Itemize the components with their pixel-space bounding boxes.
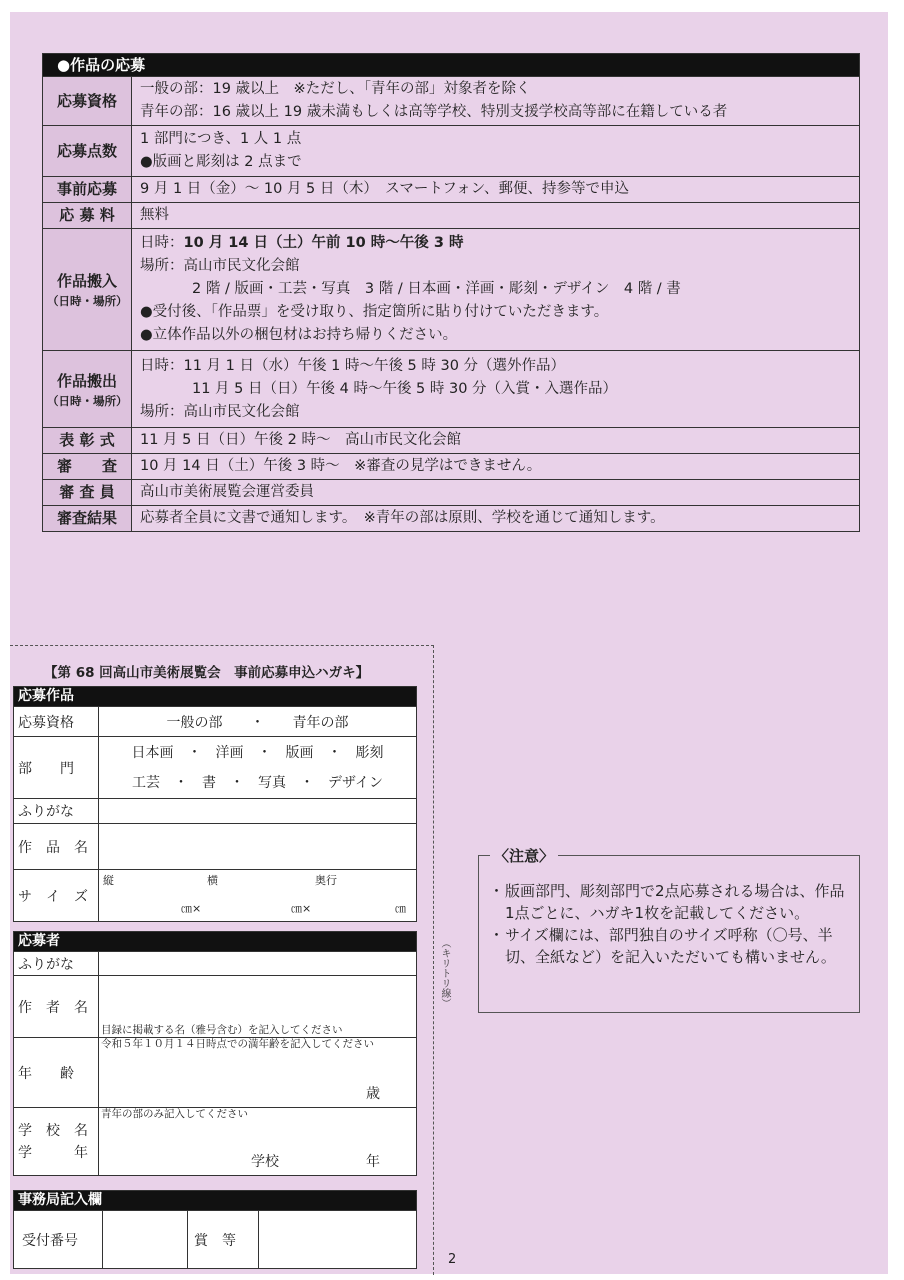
prize-field[interactable] (259, 1211, 417, 1269)
carry-in-label: 作品搬入 (56, 272, 117, 290)
grade-unit: 年 (366, 1154, 380, 1170)
carry-in-floors: 2 階 / 版画・工芸・写真 3 階 / 日本画・洋画・彫刻・デザイン 4 階 / 書 (192, 281, 681, 297)
work-title-field[interactable] (99, 824, 417, 870)
value-result: 応募者全員に文書で通知します。 ※青年の部は原則、学校を通じて通知します。 (132, 506, 860, 532)
size-field[interactable] (99, 870, 417, 922)
label-pre: 事前応募 (43, 177, 132, 203)
work-title-label: 作 品 名 (14, 824, 99, 870)
school-field[interactable] (99, 1108, 417, 1176)
qual-label: 応募資格 (14, 707, 99, 737)
school-name-label: 学 校 名 (18, 1122, 88, 1139)
carry-in-note-2: ●立体作品以外の梱包材はお持ち帰りください。 (140, 327, 458, 343)
applicant-furigana-field[interactable] (99, 952, 417, 976)
carry-in-date-prefix: 日時： (140, 235, 184, 251)
reception-label: 受付番号 (14, 1211, 103, 1269)
carry-out-label: 作品搬出 (56, 371, 117, 390)
value-fee: 無料 (132, 203, 860, 229)
value-judging: 10 月 14 日（土）午後 3 時〜 ※審査の見学はできません。 (132, 454, 860, 480)
label-judges: 審 査 員 (43, 480, 132, 506)
label-eligibility: 応募資格 (43, 77, 132, 126)
school-hint: 青年の部のみ記入してください (101, 1108, 248, 1120)
author-field[interactable] (99, 976, 417, 1038)
carry-out-line-2: 11 月 5 日（日）午後 4 時〜午後 5 時 30 分（入賞・入選作品） (192, 380, 618, 397)
work-furigana-label: ふりがな (14, 799, 99, 824)
eligibility-line-1: 一般の部：19 歳以上 ※ただし、「青年の部」対象者を除く (140, 81, 531, 97)
author-hint: 目録に掲載する名（雅号含む）を記入してください (101, 1024, 343, 1036)
postcard-office-form (13, 1190, 417, 1269)
size-depth-label: 奥行 (315, 874, 337, 887)
value-eligibility (132, 77, 860, 126)
value-pre: 9 月 1 日（金）〜 10 月 5 日（木） スマートフォン、郵便、持参等で申込 (132, 177, 860, 203)
carry-in-sub: （日時・場所） (47, 294, 128, 308)
applicant-section-header: 応募者 (14, 932, 417, 952)
cut-line-label: （キリトリ線） (439, 938, 450, 1008)
value-ceremony: 11 月 5 日（日）午後 2 時〜 高山市民文化会館 (132, 428, 860, 454)
size-cm-3: ㎝ (395, 902, 406, 915)
cut-line-horizontal (10, 645, 434, 646)
dept-options[interactable] (99, 737, 417, 799)
postcard-applicant-form (13, 931, 417, 1176)
age-unit: 歳 (366, 1086, 380, 1102)
size-width-label: 横 (207, 874, 218, 887)
office-section-header: 事務局記入欄 (14, 1191, 417, 1211)
label-ceremony: 表 彰 式 (43, 428, 132, 454)
size-label: サ イ ズ (14, 870, 99, 922)
note-title: 〈注意〉 (490, 845, 558, 866)
qual-options[interactable]: 一般の部 ・ 青年の部 (99, 707, 417, 737)
count-line-1: 1 部門につき、1 人 1 点 (140, 131, 302, 147)
eligibility-line-2: 青年の部：16 歳以上 19 歳未満もしくは高等学校、特別支援学校高等部に在籍している者 (140, 104, 728, 120)
label-result: 審査結果 (43, 506, 132, 532)
dept-options-line-2: 工芸 ・ 書 ・ 写真 ・ デザイン (131, 774, 384, 791)
author-label: 作 者 名 (14, 976, 99, 1038)
carry-in-place: 場所：高山市民文化会館 (140, 258, 300, 274)
age-hint: 令和５年１０月１４日時点での満年齢を記入してください (101, 1038, 374, 1050)
size-cm-1: ㎝× (181, 902, 202, 915)
label-judging: 審 査 (43, 454, 132, 480)
age-field[interactable] (99, 1038, 417, 1108)
label-count: 応募点数 (43, 126, 132, 177)
school-label (14, 1108, 99, 1176)
value-judges: 高山市美術展覧会運営委員 (132, 480, 860, 506)
note-list (479, 856, 859, 968)
carry-in-date: 10 月 14 日（土）午前 10 時〜午後 3 時 (183, 235, 464, 251)
value-count (132, 126, 860, 177)
school-grade-label: 学 年 (18, 1144, 88, 1161)
postcard-work-form (13, 686, 417, 922)
label-fee: 応 募 料 (43, 203, 132, 229)
count-line-2: ●版画と彫刻は 2 点まで (140, 154, 302, 170)
school-unit: 学校 (251, 1154, 279, 1170)
note-item-2: ・ サイズ欄には、部門独自のサイズ呼称（〇号、半切、全紙など）を記入いただいても構いません。 (489, 924, 849, 968)
value-carry-in (132, 229, 860, 351)
application-info-table (42, 53, 860, 532)
note-box (478, 855, 860, 1013)
value-carry-out (132, 351, 860, 428)
label-carry-out (43, 351, 132, 428)
label-carry-in (43, 229, 132, 351)
cut-line-vertical (433, 645, 434, 1275)
size-cm-2: ㎝× (291, 902, 312, 915)
carry-out-line-3: 場所：高山市民文化会館 (140, 403, 300, 420)
section-title: ●作品の応募 (43, 54, 860, 77)
dept-label: 部 門 (14, 737, 99, 799)
carry-out-line-1: 日時：11 月 1 日（水）午後 1 時〜午後 5 時 30 分（選外作品） (140, 357, 566, 374)
page-number: 2 (448, 1252, 457, 1267)
carry-out-sub: （日時・場所） (47, 393, 128, 408)
postcard-title: 【第 68 回高山市美術展覧会 事前応募申込ハガキ】 (44, 665, 370, 681)
reception-field[interactable] (103, 1211, 188, 1269)
applicant-furigana-label: ふりがな (14, 952, 99, 976)
dept-options-line-1: 日本画 ・ 洋画 ・ 版画 ・ 彫刻 (131, 744, 384, 761)
carry-in-note-1: ●受付後、「作品票」を受け取り、指定箇所に貼り付けていただきます。 (140, 304, 609, 320)
note-item-1: ・ 版画部門、彫刻部門で2点応募される場合は、作品1点ごとに、ハガキ1枚を記載してください。 (489, 880, 849, 924)
work-furigana-field[interactable] (99, 799, 417, 824)
prize-label: 賞 等 (188, 1211, 259, 1269)
age-label: 年 齢 (14, 1038, 99, 1108)
size-height-label: 縦 (103, 874, 114, 887)
work-section-header: 応募作品 (14, 687, 417, 707)
